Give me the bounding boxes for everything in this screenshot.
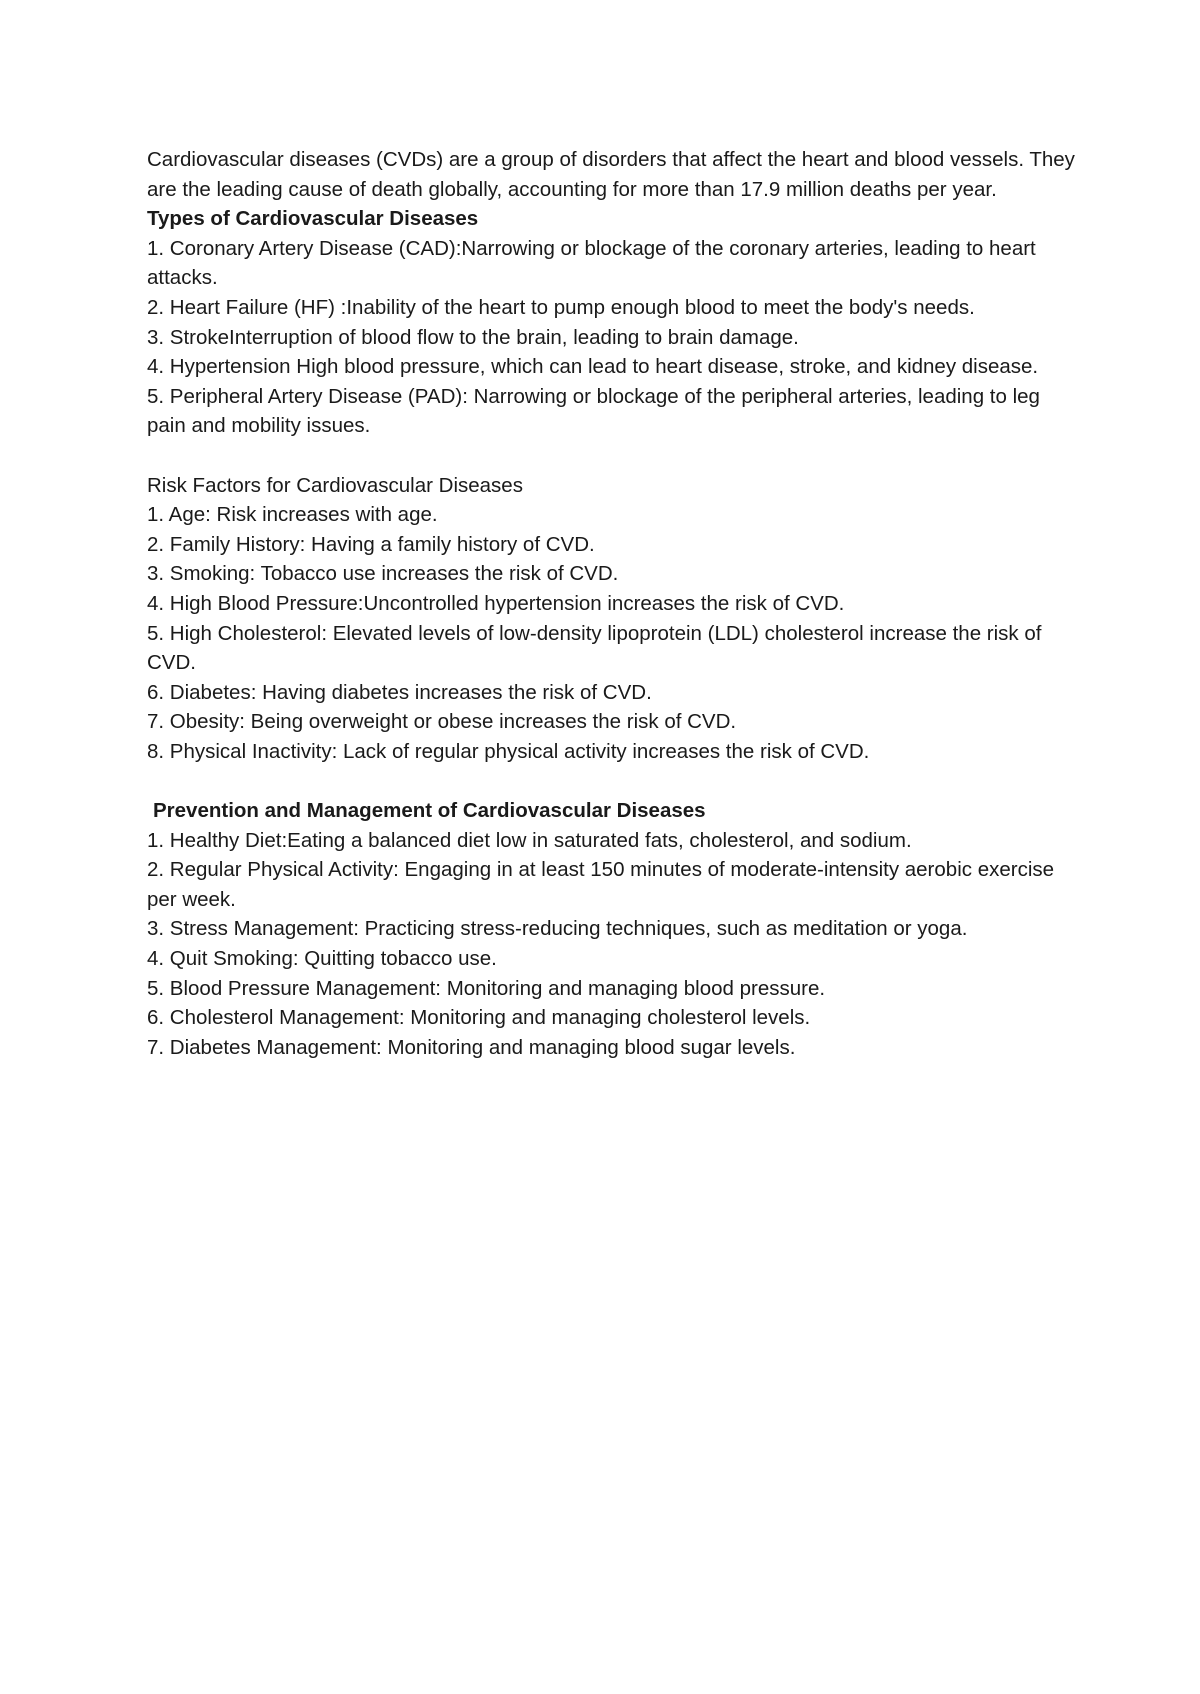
types-section: [147, 204, 1077, 441]
list-item: 5. Peripheral Artery Disease (PAD): Narrowing or blockage of the peripheral arteries, leading to leg pain and mobility issues.: [147, 384, 1040, 438]
list-item: 3. Stress Management: Practicing stress-reducing techniques, such as meditation or yoga.: [147, 917, 968, 941]
risk-factors-heading: Risk Factors for Cardiovascular Diseases: [147, 473, 523, 497]
list-item: 1. Coronary Artery Disease (CAD):Narrowing or blockage of the coronary arteries, leading to heart attacks.: [147, 236, 1036, 290]
list-item: 6. Cholesterol Management: Monitoring and managing cholesterol levels.: [147, 1006, 811, 1030]
list-item: 3. Smoking: Tobacco use increases the risk of CVD.: [147, 562, 619, 586]
list-item: 1. Healthy Diet:Eating a balanced diet low in saturated fats, cholesterol, and sodium.: [147, 828, 912, 852]
list-item: 4. Quit Smoking: Quitting tobacco use.: [147, 947, 497, 971]
list-item: 4. Hypertension High blood pressure, which can lead to heart disease, stroke, and kidney disease.: [147, 355, 1039, 379]
list-item: 8. Physical Inactivity: Lack of regular physical activity increases the risk of CVD.: [147, 739, 870, 763]
list-item: 2. Family History: Having a family history of CVD.: [147, 532, 595, 556]
types-heading: Types of Cardiovascular Diseases: [147, 207, 479, 231]
list-item: 7. Obesity: Being overweight or obese increases the risk of CVD.: [147, 710, 737, 734]
prevention-section: [147, 796, 1077, 1062]
list-item: 5. High Cholesterol: Elevated levels of low-density lipoprotein (LDL) cholesterol increase the risk of CVD.: [147, 621, 1042, 675]
list-item: 2. Regular Physical Activity: Engaging in at least 150 minutes of moderate-intensity aerobic exercise per week.: [147, 858, 1055, 911]
document-page: [147, 145, 1077, 1092]
list-item: 2. Heart Failure (HF) :Inability of the heart to pump enough blood to meet the body's needs.: [147, 295, 975, 319]
list-item: 3. StrokeInterruption of blood flow to the brain, leading to brain damage.: [147, 325, 799, 349]
prevention-heading: Prevention and Management of Cardiovascular Diseases: [153, 799, 706, 823]
list-item: 5. Blood Pressure Management: Monitoring and managing blood pressure.: [147, 976, 826, 1000]
risk-factors-section: [147, 471, 1077, 767]
intro-paragraph: Cardiovascular diseases (CVDs) are a group of disorders that affect the heart and blood vessels. They are the leading cause of death globally, accounting for more than 17.9 million deaths per year.: [147, 148, 1075, 201]
list-item: 7. Diabetes Management: Monitoring and managing blood sugar levels.: [147, 1035, 796, 1059]
list-item: 6. Diabetes: Having diabetes increases the risk of CVD.: [147, 680, 652, 704]
list-item: 1. Age: Risk increases with age.: [147, 503, 438, 527]
list-item: 4. High Blood Pressure:Uncontrolled hypertension increases the risk of CVD.: [147, 591, 845, 615]
